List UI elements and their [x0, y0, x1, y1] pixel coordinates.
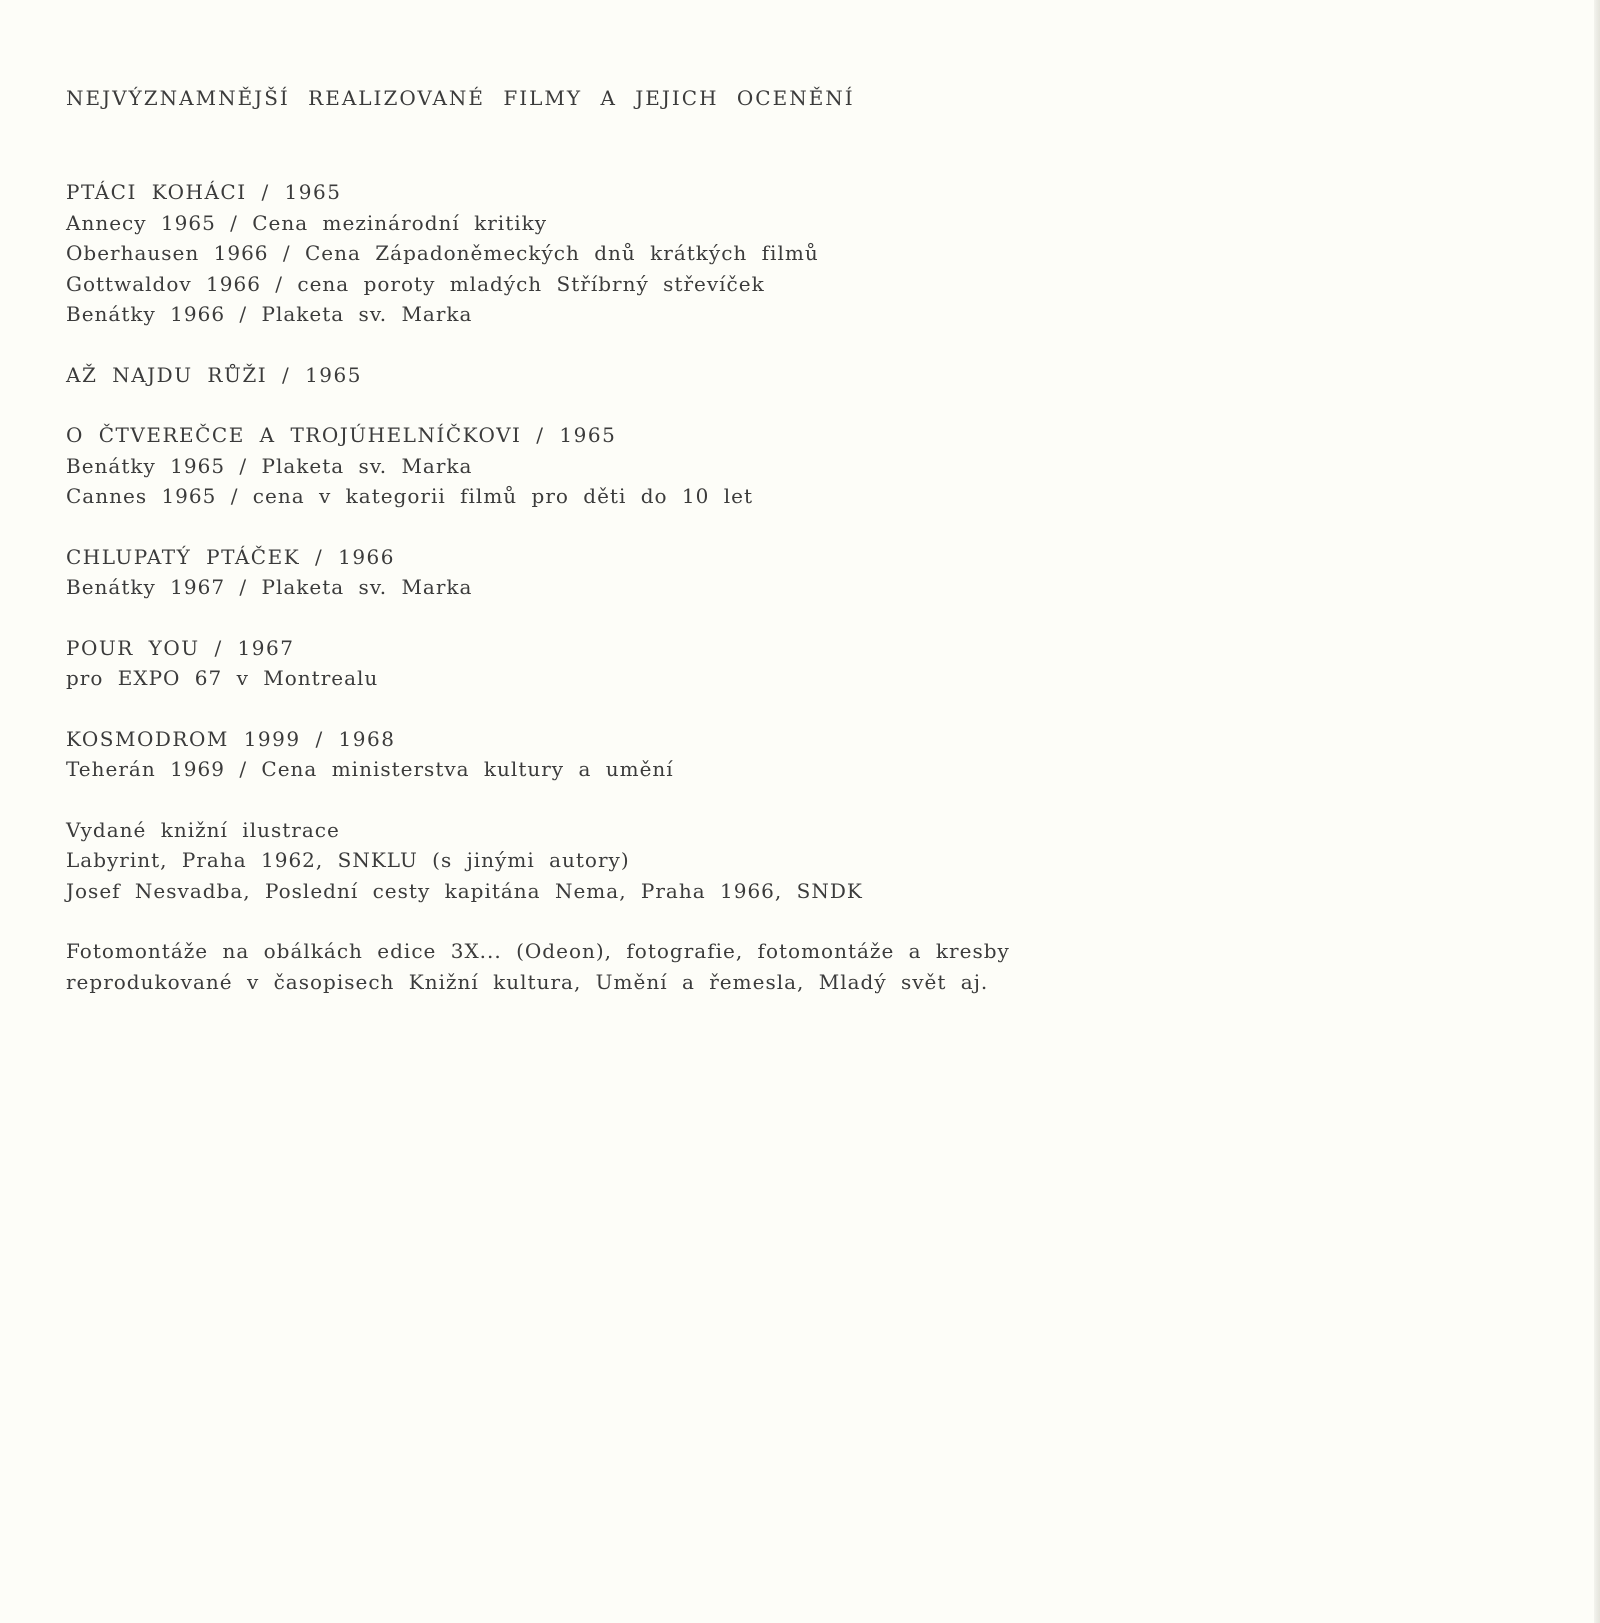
award-line: Cannes 1965 / cena v kategorii filmů pro děti do 10 let — [66, 484, 753, 508]
book-line: Labyrint, Praha 1962, SNKLU (s jinými autory) — [66, 848, 630, 872]
book-line: Josef Nesvadba, Poslední cesty kapitána Nema, Praha 1966, SNDK — [66, 878, 863, 903]
film-section-o-ctverecce — [66, 420, 1126, 512]
page-edge-shadow — [1594, 0, 1600, 1623]
award-line: Oberhausen 1966 / Cena Západoněmeckých dnů krátkých filmů — [66, 241, 819, 265]
film-section-az-najdu-ruzi — [66, 360, 1126, 391]
film-title: AŽ NAJDU RŮŽI / 1965 — [66, 362, 362, 387]
film-section-ptaci-kohaci — [66, 177, 1126, 330]
book-illustrations-section — [66, 815, 1126, 907]
photomontage-line: reprodukované v časopisech Knižní kultura, Umění a řemesla, Mladý svět aj. — [66, 969, 989, 994]
award-line: pro EXPO 67 v Montrealu — [66, 666, 379, 690]
award-line: Benátky 1967 / Plaketa sv. Marka — [66, 575, 473, 599]
film-title: CHLUPATÝ PTÁČEK / 1966 — [66, 544, 395, 569]
film-section-pour-you — [66, 633, 1126, 694]
award-line: Teherán 1969 / Cena ministerstva kultury a umění — [66, 757, 674, 781]
award-line: Benátky 1965 / Plaketa sv. Marka — [66, 453, 473, 478]
film-title: O ČTVEREČCE A TROJÚHELNÍČKOVI / 1965 — [66, 423, 617, 447]
award-line: Benátky 1966 / Plaketa sv. Marka — [66, 302, 473, 326]
filmography-list — [66, 177, 1126, 1027]
film-title: KOSMODROM 1999 / 1968 — [66, 726, 396, 751]
award-line: Gottwaldov 1966 / cena poroty mladých Stříbrný střevíček — [66, 271, 765, 296]
photomontage-line: Fotomontáže na obálkách edice 3X... (Odeon), fotografie, fotomontáže a kresby — [66, 939, 1010, 963]
photomontage-section — [66, 936, 1126, 997]
film-title: PTÁCI KOHÁCI / 1965 — [66, 180, 342, 204]
award-line: Annecy 1965 / Cena mezinárodní kritiky — [66, 210, 548, 235]
page-heading: NEJVÝZNAMNĚJŠÍ REALIZOVANÉ FILMY A JEJICH OCENĚNÍ — [66, 86, 855, 110]
section-heading: Vydané knižní ilustrace — [66, 817, 340, 842]
film-title: POUR YOU / 1967 — [66, 635, 295, 660]
film-section-chlupaty-ptacek — [66, 542, 1126, 603]
film-section-kosmodrom — [66, 724, 1126, 785]
